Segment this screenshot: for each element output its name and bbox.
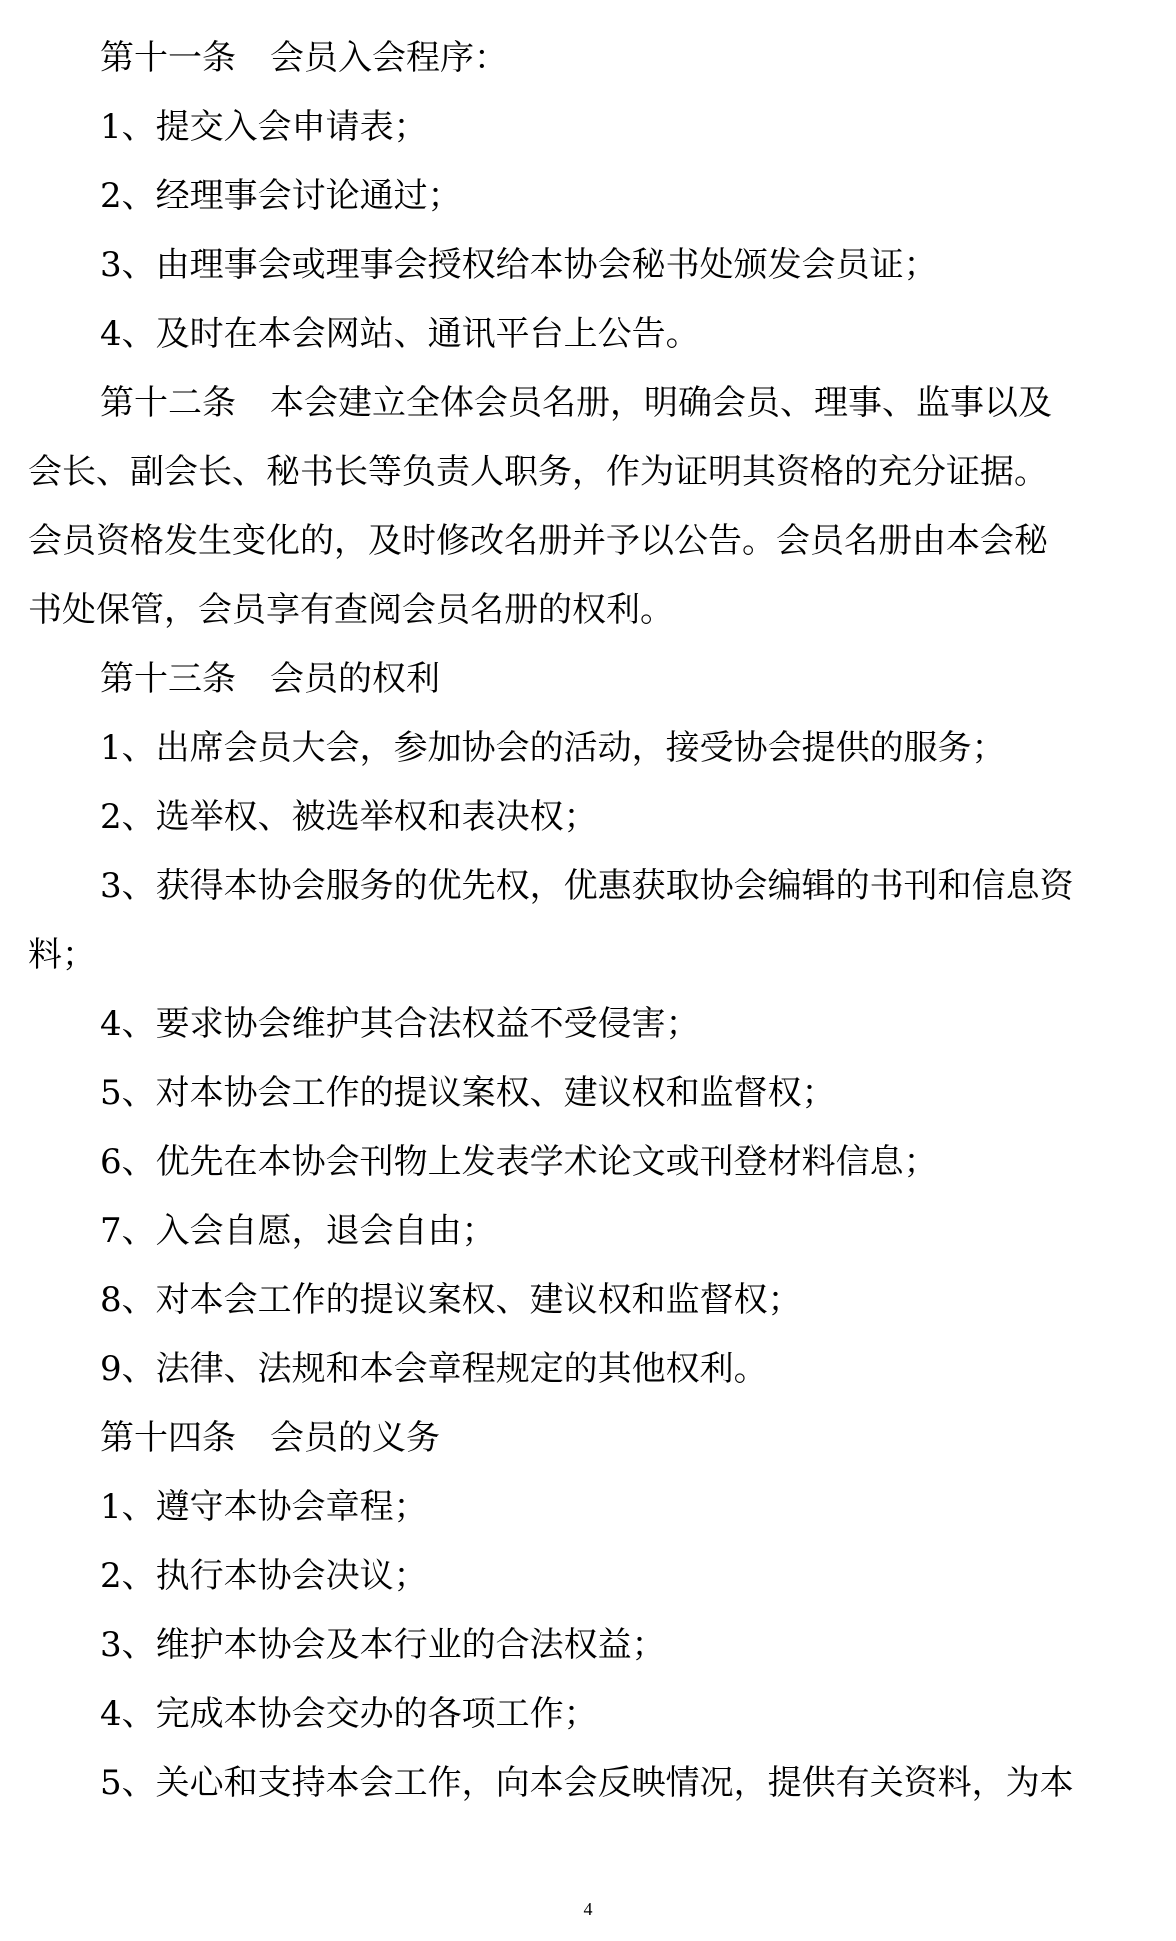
document-body xyxy=(28,24,1168,1818)
list-item: 5、关心和支持本会工作，向本会反映情况，提供有关资料，为本 xyxy=(100,1763,1074,1803)
list-item: 3、获得本协会服务的优先权，优惠获取协会编辑的书刊和信息资 xyxy=(100,866,1074,906)
list-item: 9、法律、法规和本会章程规定的其他权利。 xyxy=(100,1349,768,1389)
list-item-continuation: 料； xyxy=(28,935,96,975)
article-12-paragraph-line: 第十二条 本会建立全体会员名册，明确会员、理事、监事以及 xyxy=(100,383,1052,423)
list-item: 6、优先在本协会刊物上发表学术论文或刊登材料信息； xyxy=(100,1142,938,1182)
list-item: 4、及时在本会网站、通讯平台上公告。 xyxy=(100,314,700,354)
list-item: 3、由理事会或理事会授权给本协会秘书处颁发会员证； xyxy=(100,245,938,285)
list-item: 2、经理事会讨论通过； xyxy=(100,176,462,216)
list-item: 4、要求协会维护其合法权益不受侵害； xyxy=(100,1004,700,1044)
article-12-paragraph-line: 书处保管，会员享有查阅会员名册的权利。 xyxy=(28,590,674,630)
list-item: 5、对本协会工作的提议案权、建议权和监督权； xyxy=(100,1073,836,1113)
list-item: 2、选举权、被选举权和表决权； xyxy=(100,797,598,837)
list-item: 7、入会自愿，退会自由； xyxy=(100,1211,496,1251)
list-item: 1、遵守本协会章程； xyxy=(100,1487,428,1527)
list-item: 8、对本会工作的提议案权、建议权和监督权； xyxy=(100,1280,802,1320)
article-11-heading: 第十一条 会员入会程序： xyxy=(100,38,508,78)
page-number: 4 xyxy=(583,1899,593,1919)
list-item: 2、执行本协会决议； xyxy=(100,1556,428,1596)
article-14-heading: 第十四条 会员的义务 xyxy=(100,1418,440,1458)
article-13-heading: 第十三条 会员的权利 xyxy=(100,659,440,699)
list-item: 4、完成本协会交办的各项工作； xyxy=(100,1694,598,1734)
list-item: 1、出席会员大会，参加协会的活动，接受协会提供的服务； xyxy=(100,728,1006,768)
article-12-paragraph-line: 会长、副会长、秘书长等负责人职务，作为证明其资格的充分证据。 xyxy=(28,452,1048,492)
article-12-paragraph-line: 会员资格发生变化的，及时修改名册并予以公告。会员名册由本会秘 xyxy=(28,521,1048,561)
list-item: 1、提交入会申请表； xyxy=(100,107,428,147)
list-item: 3、维护本协会及本行业的合法权益； xyxy=(100,1625,666,1665)
